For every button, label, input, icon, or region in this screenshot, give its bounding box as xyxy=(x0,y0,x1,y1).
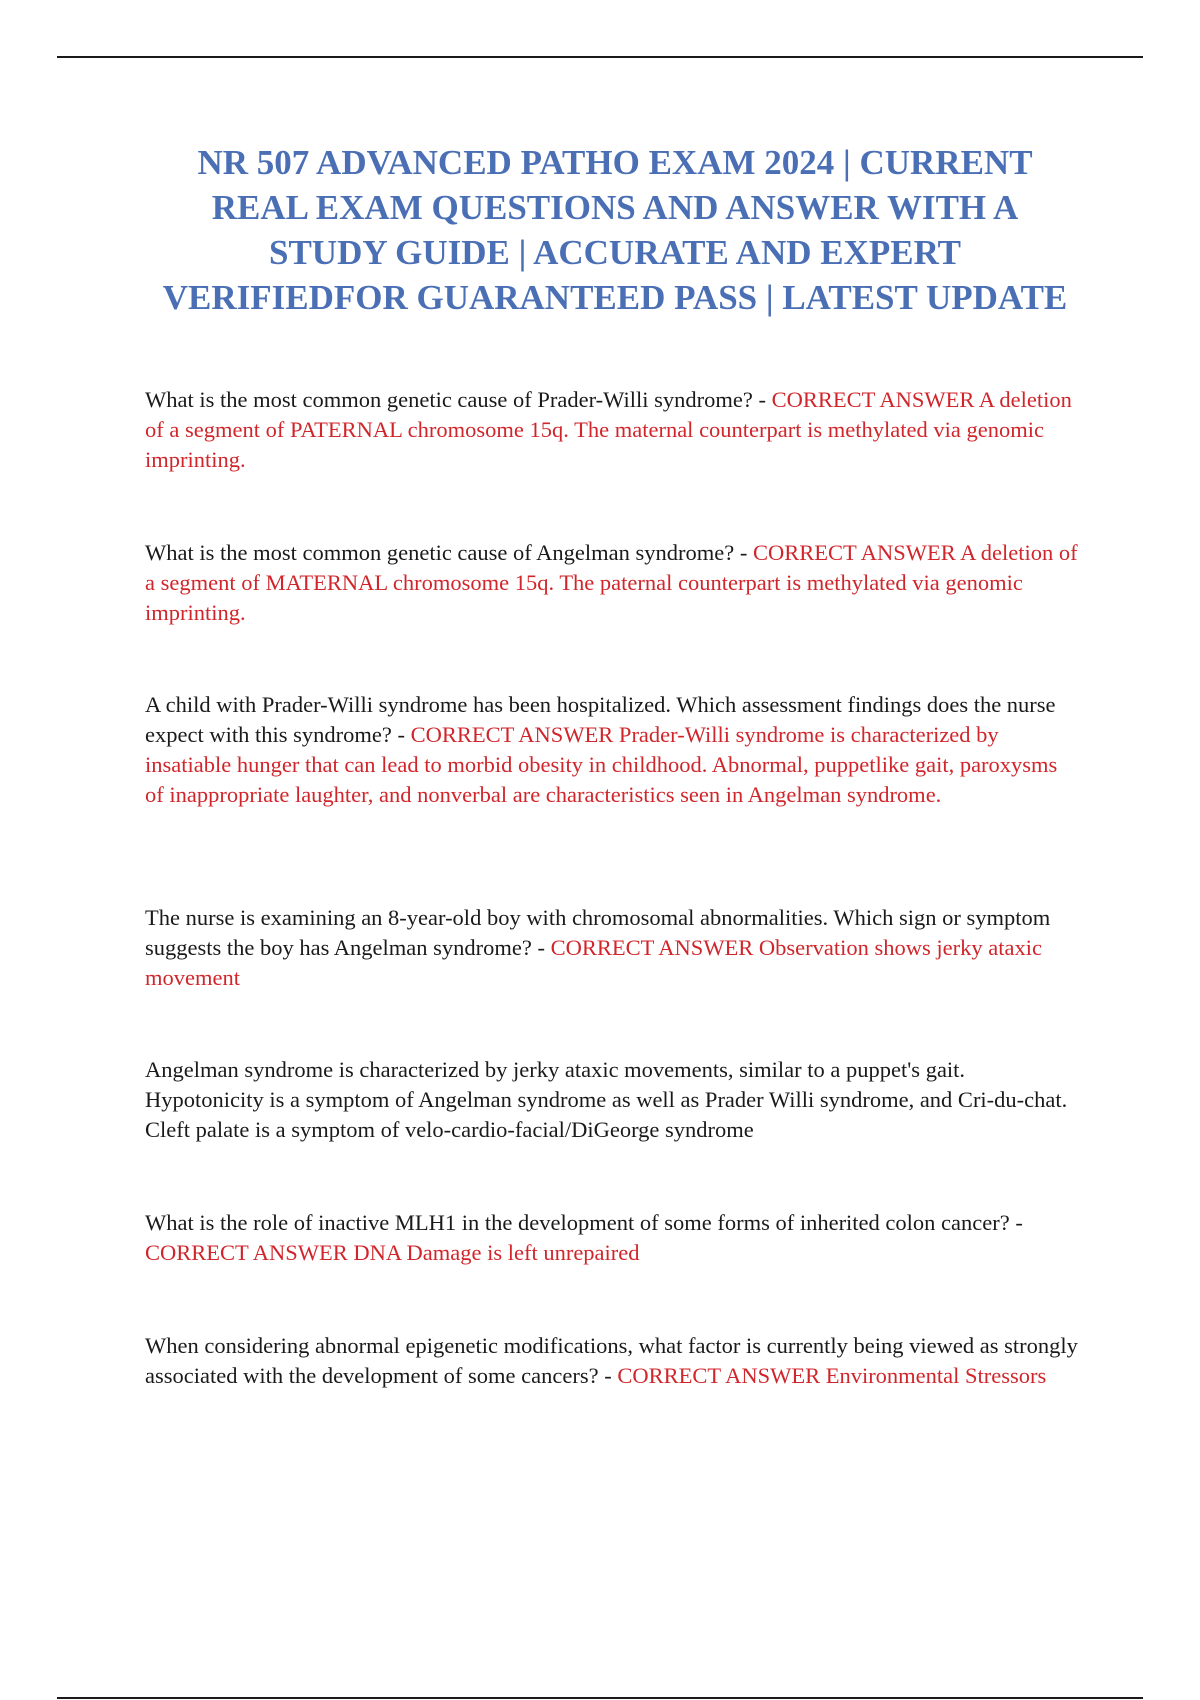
answer-text: CORRECT ANSWER Environmental Stressors xyxy=(617,1363,1047,1388)
answer-text: CORRECT ANSWER Prader-Willi syndrome is characterized by insatiable hunger that can lead to morbid obesity in childhood. Abnormal, puppetlike gait, paroxysms of inappropriate laughter, and nonverbal are characteristics seen in Angelman syndrome. xyxy=(145,722,1058,807)
document-title: NR 507 ADVANCED PATHO EXAM 2024 | CURRENT REAL EXAM QUESTIONS AND ANSWER WITH A STUDY GUIDE | ACCURATE AND EXPERT VERIFIEDFOR GUARANTEED PASS | LATEST UPDATE xyxy=(162,143,1068,317)
answer-text: CORRECT ANSWER A deletion of a segment of MATERNAL chromosome 15q. The paternal counterpart is methylated via genomic imprinting. xyxy=(145,540,1078,625)
answer-text: CORRECT ANSWER Observation shows jerky ataxic movement xyxy=(145,935,1042,990)
question-text: What is the role of inactive MLH1 in the development of some forms of inherited colon cancer? - xyxy=(145,1210,1023,1235)
question-text: What is the most common genetic cause of Prader-Willi syndrome? - xyxy=(145,387,772,412)
question-text: What is the most common genetic cause of Angelman syndrome? - xyxy=(145,540,753,565)
qa-item-1 xyxy=(145,385,1080,475)
answer-text: CORRECT ANSWER A deletion of a segment of PATERNAL chromosome 15q. The maternal counterpart is methylated via genomic imprinting. xyxy=(145,387,1072,472)
header-rule xyxy=(57,56,1143,58)
qa-item-6 xyxy=(145,1208,1080,1268)
question-text: A child with Prader-Willi syndrome has been hospitalized. Which assessment findings does the nurse expect with this syndrome? - xyxy=(145,692,1056,747)
question-text: Angelman syndrome is characterized by jerky ataxic movements, similar to a puppet's gait. Hypotonicity is a symptom of Angelman syndrome as well as Prader Willi syndrome, and Cri-du-chat. Cleft palate is a symptom of velo-cardio-facial/DiGeorge syndrome xyxy=(145,1057,1068,1142)
question-text: When considering abnormal epigenetic modifications, what factor is currently being viewed as strongly associated with the development of some cancers? - xyxy=(145,1333,1078,1388)
qa-item-7 xyxy=(145,1331,1080,1391)
qa-item-2 xyxy=(145,538,1080,628)
question-text: The nurse is examining an 8-year-old boy with chromosomal abnormalities. Which sign or symptom suggests the boy has Angelman syndrome? - xyxy=(145,905,1051,960)
qa-item-5 xyxy=(145,1055,1080,1145)
qa-item-4 xyxy=(145,903,1080,993)
answer-text: CORRECT ANSWER DNA Damage is left unrepaired xyxy=(145,1240,640,1265)
footer-rule xyxy=(57,1697,1143,1699)
qa-item-3 xyxy=(145,690,1080,810)
